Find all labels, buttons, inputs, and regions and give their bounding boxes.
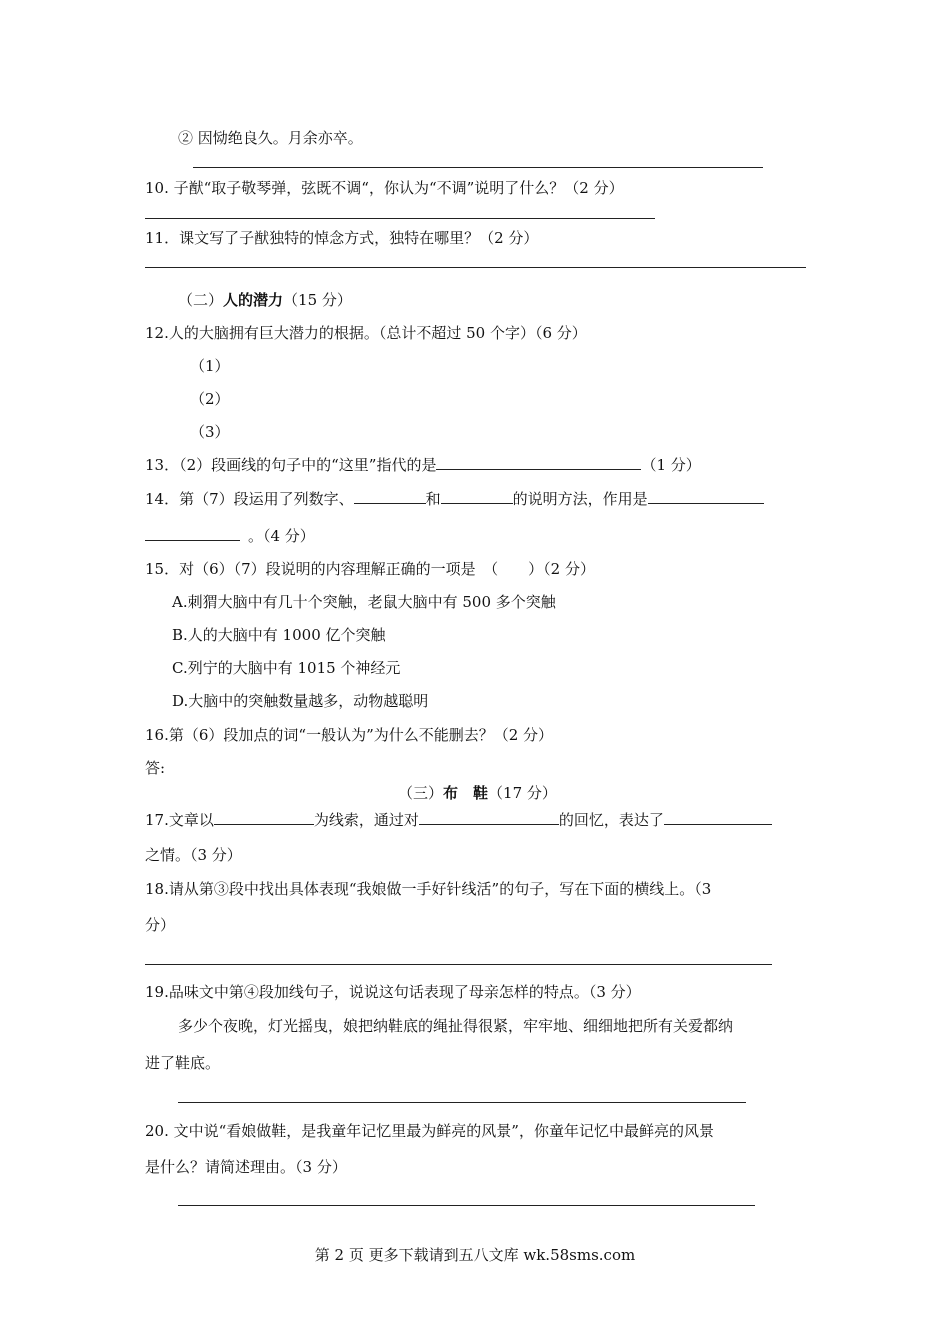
section-3-score: （17 分） (488, 784, 557, 802)
question-13 (145, 455, 701, 475)
section-3-heading (398, 783, 557, 803)
item-2-line: ② 因恸绝良久。月余亦卒。 (178, 129, 363, 147)
option-b: B.人的大脑中有 1000 亿个突触 (172, 626, 386, 644)
option-a: A.刺猬大脑中有几十个突触，老鼠大脑中有 500 多个突触 (172, 593, 556, 611)
section-3-title: 布 鞋 (443, 784, 489, 802)
answer-line[interactable] (193, 167, 763, 168)
question-13-text: 13．（2）段画线的句子中的“这里”指代的是 (145, 456, 437, 474)
question-20: 20. 文中说“看娘做鞋，是我童年记忆里最为鲜亮的风景”，你童年记忆中最鲜亮的风景 (145, 1122, 714, 1140)
question-11: 11．课文写了子猷独特的悼念方式，独特在哪里？（2 分） (145, 229, 539, 247)
section-2-score: （15 分） (283, 291, 352, 309)
option-c: C.列宁的大脑中有 1015 个神经元 (172, 659, 401, 677)
question-17-text-a: 17.文章以 (145, 811, 214, 829)
answer-line[interactable] (178, 1205, 755, 1206)
question-13-score: （1 分） (641, 456, 701, 474)
question-18: 18.请从第③段中找出具体表现“我娘做一手好针线活”的句子，写在下面的横线上。（3 (145, 880, 712, 898)
question-14-text-c: 的说明方法，作用是 (512, 490, 648, 508)
answer-line[interactable] (145, 964, 772, 965)
question-12-item-2: （2） (190, 390, 230, 408)
quoted-sentence-line-1: 多少个夜晚，灯光摇曳，娘把纳鞋底的绳扯得很紧，牢牢地、细细地把所有关爱都纳 (178, 1017, 734, 1035)
question-17-cont: 之情。（3 分） (145, 846, 242, 864)
answer-blank[interactable] (354, 489, 426, 504)
answer-blank[interactable] (214, 810, 314, 825)
question-12: 12.人的大脑拥有巨大潜力的根据。（总计不超过 50 个字）（6 分） (145, 324, 587, 342)
question-10: 10. 子猷“取子敬琴弹，弦既不调“，你认为“不调”说明了什么？（2 分） (145, 179, 624, 197)
answer-line[interactable] (145, 218, 655, 219)
answer-blank[interactable] (664, 810, 772, 825)
answer-blank[interactable] (145, 526, 240, 541)
answer-blank[interactable] (648, 489, 764, 504)
section-3-number: （三） (398, 784, 444, 802)
question-19: 19.品味文中第④段加线句子，说说这句话表现了母亲怎样的特点。（3 分） (145, 983, 641, 1001)
question-14-score: 。（4 分） (248, 527, 315, 545)
question-17-text-c: 的回忆，表达了 (558, 811, 664, 829)
question-17 (145, 810, 772, 830)
answer-line[interactable] (178, 1102, 746, 1103)
answer-blank[interactable] (441, 489, 513, 504)
section-2-title: 人的潜力 (223, 291, 284, 309)
page-footer: 第 2 页 更多下载请到五八文库 wk.58sms.com (314, 1246, 636, 1264)
question-15: 15．对（6）（7）段说明的内容理解正确的一项是 （ ）（2 分） (145, 560, 595, 578)
question-20-cont: 是什么？请简述理由。（3 分） (145, 1158, 347, 1176)
question-14-text-a: 14．第（7）段运用了列数字、 (145, 490, 354, 508)
answer-blank[interactable] (419, 810, 559, 825)
question-18-cont: 分） (145, 916, 176, 934)
answer-label: 答: (145, 759, 166, 777)
question-17-text-b: 为线索，通过对 (313, 811, 419, 829)
question-14-cont (145, 526, 315, 546)
answer-blank[interactable] (436, 455, 641, 470)
question-12-item-3: （3） (190, 423, 230, 441)
answer-line[interactable] (145, 267, 806, 268)
question-12-item-1: （1） (190, 357, 230, 375)
section-2-heading (178, 290, 352, 310)
quoted-sentence-line-2: 进了鞋底。 (145, 1054, 221, 1072)
question-16: 16.第（6）段加点的词“一般认为”为什么不能删去？（2 分） (145, 726, 554, 744)
question-14-text-b: 和 (425, 490, 441, 508)
question-14 (145, 489, 764, 509)
option-d: D.大脑中的突触数量越多，动物越聪明 (172, 692, 429, 710)
section-2-number: （二） (178, 291, 224, 309)
